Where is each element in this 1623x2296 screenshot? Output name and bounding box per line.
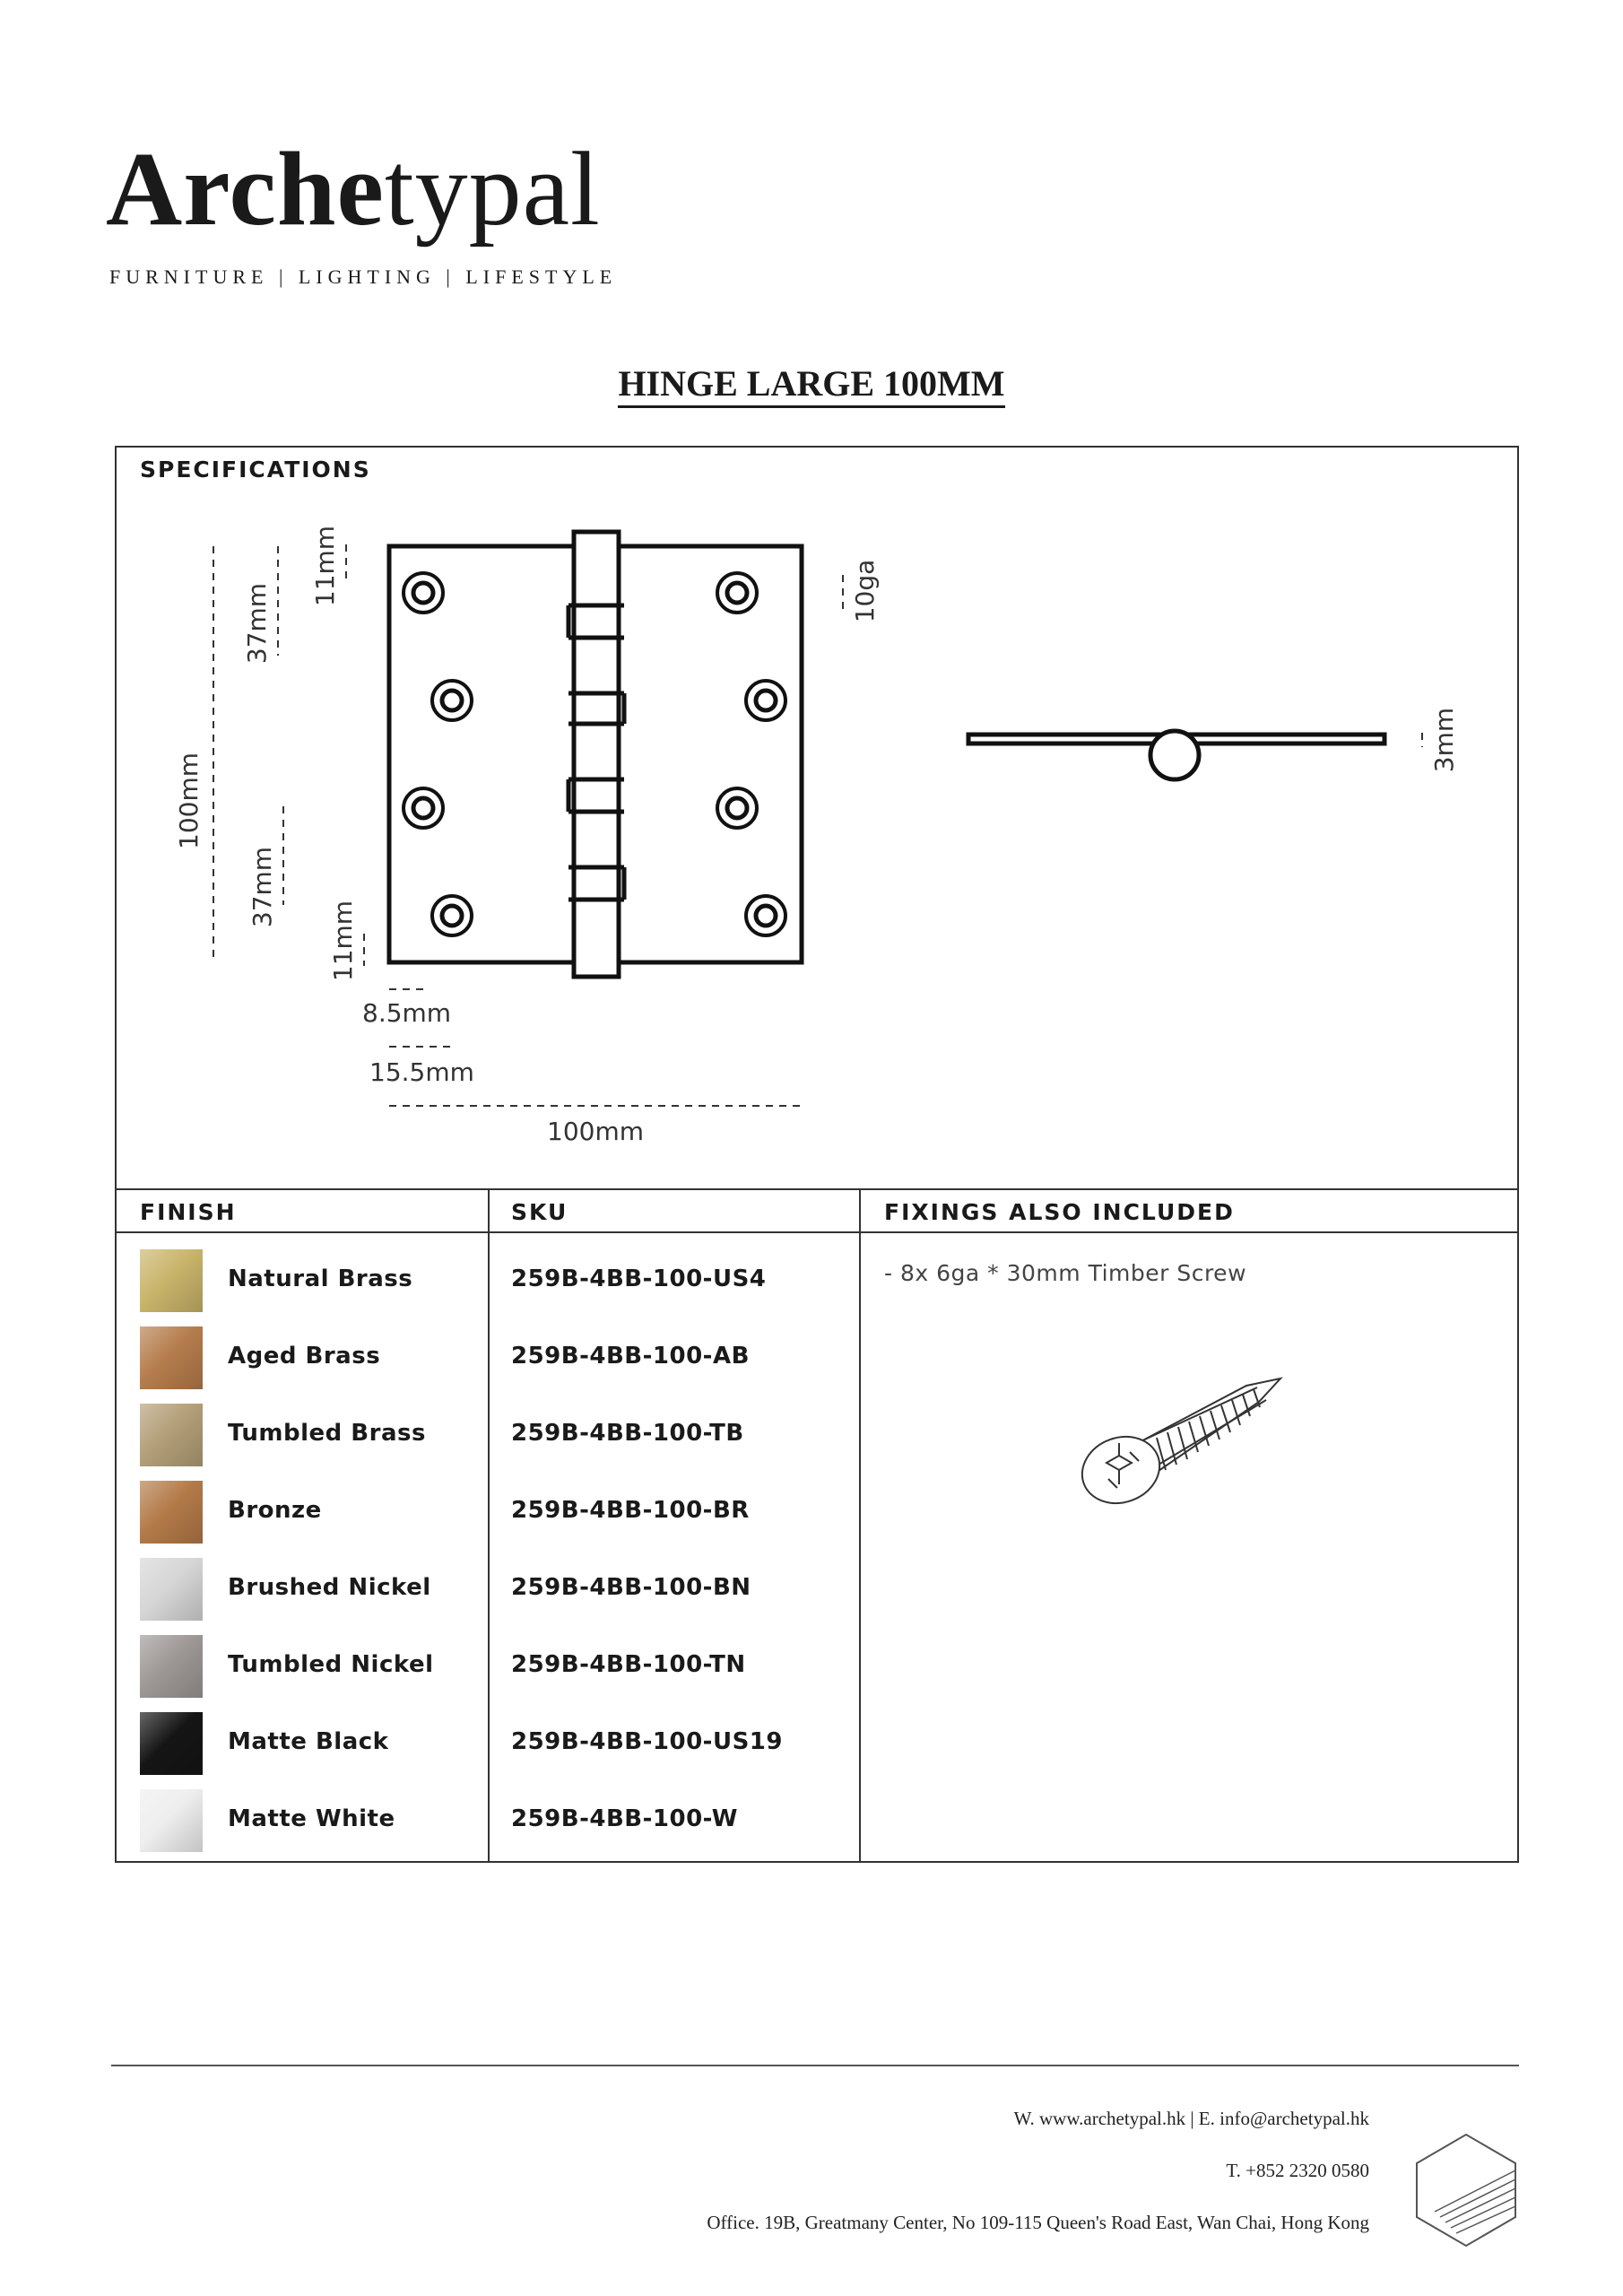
screw-hole — [404, 788, 443, 828]
finish-name: Aged Brass — [228, 1343, 381, 1370]
finish-name: Tumbled Nickel — [228, 1651, 434, 1678]
table-row — [117, 1237, 1517, 1314]
footer-phone: T. +852 2320 0580 — [1226, 2160, 1369, 2181]
dimension-label-spacing-bottom: 37mm — [247, 846, 277, 928]
hinge-leaf-right — [619, 546, 802, 962]
finish-name: Brushed Nickel — [228, 1574, 431, 1601]
finish-name: Matte White — [228, 1805, 395, 1832]
specification-sheet — [115, 446, 1519, 1863]
finish-name: Tumbled Brass — [228, 1420, 426, 1447]
hinge-drawing — [117, 448, 1517, 1183]
sku-code: 259B-4BB-100-US4 — [511, 1265, 767, 1292]
fixings-column-header: FIXINGS ALSO INCLUDED — [884, 1199, 1235, 1225]
screw-hole — [717, 573, 757, 613]
finish-name: Natural Brass — [228, 1265, 413, 1292]
finish-name: Matte Black — [228, 1728, 389, 1755]
dimension-label-offset-a: 8.5mm — [362, 998, 452, 1028]
dimension-label-spacing-top: 37mm — [242, 582, 272, 665]
screw-hole — [432, 896, 472, 935]
footer-divider — [111, 2065, 1519, 2066]
screw-hole — [404, 573, 443, 613]
table-row — [117, 1545, 1517, 1622]
dimension-label-width: 100mm — [547, 1117, 644, 1146]
fixings-text: - 8x 6ga * 30mm Timber Screw — [884, 1260, 1247, 1286]
hinge-leaf-left — [389, 546, 574, 962]
finish-swatch — [140, 1481, 203, 1544]
screw-hole — [746, 896, 785, 935]
screw-hole — [717, 788, 757, 828]
page-title-text: HINGE LARGE 100MM — [618, 363, 1004, 408]
screw-hole — [432, 681, 472, 720]
page-title — [0, 362, 1623, 404]
table-row — [117, 1777, 1517, 1854]
dimension-label-edge-top: 11mm — [310, 525, 340, 607]
sku-code: 259B-4BB-100-BR — [511, 1497, 750, 1524]
dimension-label-height: 100mm — [174, 752, 204, 849]
table-top-divider — [117, 1188, 1517, 1190]
dimension-label-edge-bottom: 11mm — [328, 900, 358, 982]
timber-screw-image — [1067, 1344, 1336, 1524]
sku-column-header: SKU — [511, 1199, 568, 1225]
archetypal-emblem-icon — [1408, 2118, 1524, 2253]
sku-code: 259B-4BB-100-AB — [511, 1343, 750, 1370]
dimension-label-thickness: 3mm — [1429, 707, 1459, 773]
dimension-label-gauge: 10ga — [850, 559, 880, 623]
dimension-label-offset-b: 15.5mm — [369, 1057, 474, 1087]
footer-contact: W. www.archetypal.hk | E. info@archetypal.hk — [1013, 2108, 1369, 2129]
finish-swatch — [140, 1326, 203, 1389]
sku-code: 259B-4BB-100-TB — [511, 1420, 744, 1447]
brand-tagline: FURNITURE | LIGHTING | LIFESTYLE — [109, 265, 618, 288]
table-header-divider — [117, 1231, 1517, 1233]
table-row — [117, 1700, 1517, 1777]
sku-code: 259B-4BB-100-W — [511, 1805, 738, 1832]
sku-code: 259B-4BB-100-BN — [511, 1574, 751, 1601]
finish-swatch — [140, 1635, 203, 1698]
footer-office: Office. 19B, Greatmany Center, No 109-115 Queen's Road East, Wan Chai, Hong Kong — [707, 2212, 1369, 2233]
hinge-side-view — [968, 731, 1384, 779]
finish-name: Bronze — [228, 1497, 322, 1524]
sku-code: 259B-4BB-100-TN — [511, 1651, 746, 1678]
hinge-knuckle — [574, 532, 619, 977]
brand-logo — [106, 130, 601, 248]
finish-column-header: FINISH — [140, 1199, 237, 1225]
logo-light-text: typal — [384, 130, 601, 248]
logo-bold-text: Arche — [106, 130, 385, 248]
finish-swatch — [140, 1789, 203, 1852]
finish-swatch — [140, 1558, 203, 1621]
screw-hole — [746, 681, 785, 720]
finish-swatch — [140, 1712, 203, 1775]
finish-swatch — [140, 1404, 203, 1466]
sku-code: 259B-4BB-100-US19 — [511, 1728, 783, 1755]
specifications-heading: SPECIFICATIONS — [140, 457, 371, 483]
table-row — [117, 1622, 1517, 1700]
finish-swatch — [140, 1249, 203, 1312]
